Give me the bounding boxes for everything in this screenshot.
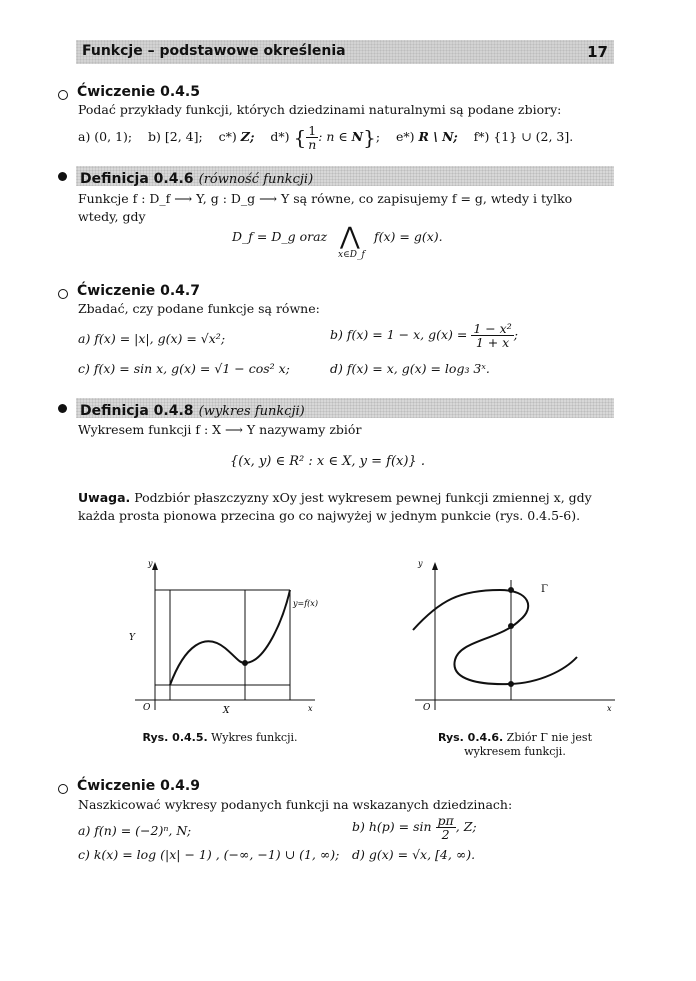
figure-function-graph	[115, 560, 340, 720]
x-axis-label: x	[607, 704, 612, 713]
item-b-text: b) f(x) = 1 − x, g(x) =	[330, 327, 468, 342]
y-axis-label: y	[418, 560, 423, 568]
y-set-label: Y	[129, 633, 135, 643]
definition-text-2: wtedy, gdy	[78, 209, 146, 224]
x-axis-label: x	[308, 704, 313, 713]
note-text-1: Podzbiór płaszczyzny xOy jest wykresem pewnej funkcji zmiennej x, gdy	[130, 490, 592, 505]
x-set-label: X	[223, 706, 230, 716]
item-b: b) [2, 4];	[148, 129, 203, 144]
frac-num: 1 − x²	[473, 321, 512, 336]
exercise-intro: Podać przykłady funkcji, których dziedzinami naturalnymi są podane zbiory:	[78, 102, 562, 117]
item-e-set: R \ N;	[418, 129, 458, 144]
exercise-title: Ćwiczenie 0.4.5	[77, 84, 200, 100]
item-b-semicolon: ;	[513, 327, 518, 342]
definition-heading	[80, 168, 313, 187]
item-b-text: b) h(p) = sin	[352, 819, 432, 834]
definition-subtitle: (równość funkcji)	[198, 172, 314, 187]
caption-text: Wykres funkcji.	[207, 731, 298, 744]
exercise-title: Ćwiczenie 0.4.7	[77, 283, 200, 299]
item-d: d) f(x) = x, g(x) = log₃ 3ˣ.	[330, 361, 490, 376]
item-c-label: c*)	[218, 129, 237, 144]
definition-text-1: Wykresem funkcji f : X ⟶ Y nazywamy zbiór	[78, 422, 362, 437]
caption-label: Rys. 0.4.5.	[142, 731, 208, 744]
caption-text-2: wykresem funkcji.	[464, 745, 566, 758]
figure-caption	[120, 731, 320, 745]
y-axis-label: y	[148, 560, 153, 568]
exercise-intro: Zbadać, czy podane funkcje są równe:	[78, 301, 320, 316]
definition-text-1: Funkcje f : D_f ⟶ Y, g : D_g ⟶ Y są równe, co zapisujemy f = g, wtedy i tylko	[78, 191, 573, 206]
exercise-title: Ćwiczenie 0.4.9	[77, 778, 200, 794]
item-c: c) k(x) = log (|x| − 1) , (−∞, −1) ∪ (1, ∞);	[78, 847, 340, 862]
item-d: d) g(x) = √x, [4, ∞).	[352, 847, 476, 862]
intersection-point	[509, 624, 514, 629]
item-d-semicolon: ;	[375, 129, 381, 144]
frac-den: 2	[441, 827, 450, 842]
item-e-label: e*)	[395, 129, 415, 144]
page-number: 17	[587, 43, 608, 61]
origin-label: O	[143, 703, 151, 713]
function-curve	[170, 590, 290, 685]
page-header	[76, 40, 614, 64]
curve-label: y=f(x)	[293, 599, 318, 608]
figure-non-function	[400, 560, 620, 720]
caption-text: Zbiór Γ nie jest	[503, 731, 592, 744]
definition-formula-sub: x∈D_f	[338, 250, 365, 260]
gamma-label: Γ	[541, 584, 548, 595]
definition-title: Definicja 0.4.6	[80, 171, 194, 187]
intersection-point	[509, 682, 514, 687]
item-c: c) f(x) = sin x, g(x) = √1 − cos² x;	[78, 361, 290, 376]
intersection-point	[243, 661, 248, 666]
intersection-point	[509, 588, 514, 593]
definition-formula: {(x, y) ∈ R² : x ∈ X, y = f(x)} .	[230, 454, 425, 469]
header-title: Funkcje – podstawowe określenia	[82, 43, 346, 59]
y-axis-arrow-icon	[432, 562, 438, 570]
definition-formula-right: f(x) = g(x).	[374, 229, 443, 244]
definition-title: Definicja 0.4.8	[80, 403, 194, 419]
exercise-bullet-icon	[58, 289, 68, 299]
definition-formula-left: D_f = D_g oraz	[232, 229, 328, 244]
item-b-tail: , Z;	[455, 819, 477, 834]
frac-den: 1 + x	[475, 335, 510, 350]
definition-bullet-icon	[58, 404, 67, 413]
item-c-set: Z;	[240, 129, 255, 144]
item-a: a) f(x) = |x|, g(x) = √x²;	[78, 331, 226, 346]
caption-label: Rys. 0.4.6.	[437, 731, 504, 744]
item-f: f*) {1} ∪ (2, 3].	[473, 129, 574, 144]
item-d-label: d*)	[270, 129, 290, 144]
note-label: Uwaga.	[78, 490, 131, 505]
definition-subtitle: (wykres funkcji)	[198, 404, 305, 419]
exercise-bullet-icon	[58, 90, 68, 100]
y-axis-arrow-icon	[152, 562, 158, 570]
note-line-1	[78, 489, 592, 507]
definition-bullet-icon	[58, 172, 67, 181]
gamma-curve	[413, 590, 577, 684]
item-b	[352, 814, 477, 841]
frac-num: 1	[308, 123, 317, 138]
exercise-bullet-icon	[58, 784, 68, 794]
item-a: a) f(n) = (−2)ⁿ, N;	[78, 823, 192, 838]
item-d-cond: : n ∈	[318, 129, 352, 144]
frac-den: n	[308, 137, 317, 152]
note-text-2: każda prosta pionowa przecina go co najwyżej w jednym punkcie (rys. 0.4.5-6).	[78, 508, 581, 523]
exercise-items: a) (0, 1); b) [2, 4]; c*) Z; d*) { $\frac{1}{n}$ : n ∈ N}; e*) R \ N; f*) {1} ∪ (2, 3].	[78, 123, 574, 152]
item-a: a) (0, 1);	[78, 129, 133, 144]
figure-caption	[420, 731, 610, 759]
item-d-set: N	[351, 129, 364, 144]
origin-label: O	[423, 703, 431, 713]
item-b	[330, 322, 518, 349]
frac-num: pπ	[437, 813, 454, 828]
definition-heading	[80, 400, 305, 419]
exercise-intro: Naszkicować wykresy podanych funkcji na wskazanych dziedzinach:	[78, 797, 513, 812]
big-wedge-icon: ⋀	[340, 222, 360, 250]
